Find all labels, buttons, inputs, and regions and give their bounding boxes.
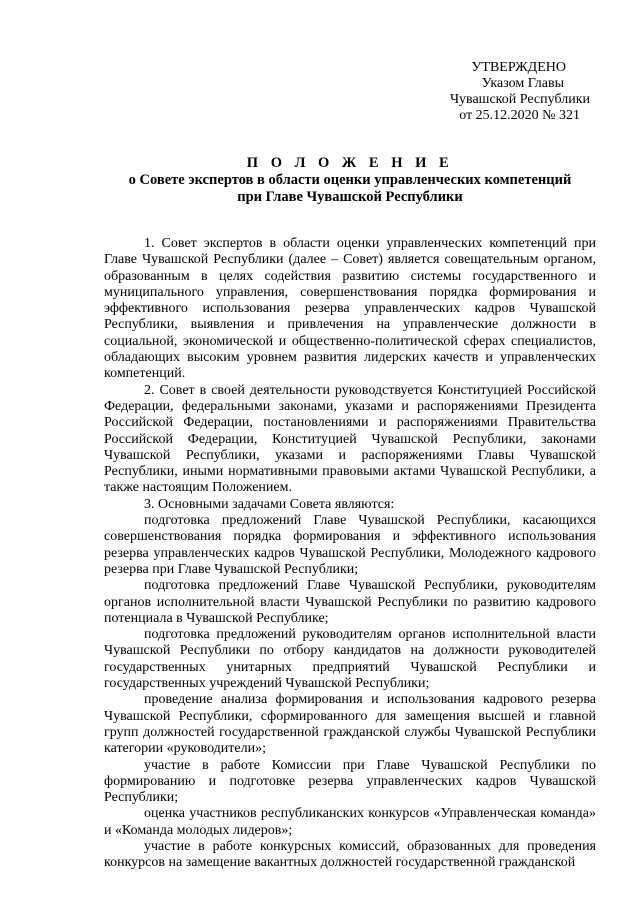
task-item-3: подготовка предложений руководителям органов исполнительной власти Чувашской Республики по отбору кандидатов на должности руководителей государственных унитарных предприятий Чувашской Республики и государственных учреждений Чувашской Республики; — [104, 627, 596, 692]
document-title — [100, 155, 600, 206]
paragraph-2: 2. Совет в своей деятельности руководствуется Конституцией Российской Федерации, федеральными законами, указами и распоряжениями Президента Российской Федерации, постановлениями и распоряжениями Правительства Российской Федерации, Конституцией Чувашской Республики, законами Чувашской Республики, указами и распоряжениями Главы Чувашской Республики, иными нормативными правовыми актами Чувашской Республики, а также настоящим Положением. — [104, 382, 596, 496]
task-item-6: оценка участников республиканских конкурсов «Управленческая команда» и «Команда молодых лидеров»; — [104, 806, 596, 838]
paragraph-3: 3. Основными задачами Совета являются: — [144, 496, 395, 512]
approval-line-republic: Чувашской Республики — [449, 92, 590, 107]
title-subject-line2: при Главе Чувашской Республики — [237, 189, 463, 205]
task-item-2: подготовка предложений Главе Чувашской Республики, руководителям органов исполнительной власти Чувашской Республики по развитию кадрового потенциала в Чувашской Республике; — [104, 578, 596, 626]
title-subject-line1: о Совете экспертов в области оценки управленческих компетенций — [128, 172, 572, 188]
title-heading: П О Л О Ж Е Н И Е — [246, 155, 454, 171]
approval-line-approved: УТВЕРЖДЕНО — [471, 60, 566, 75]
task-item-4: проведение анализа формирования и использования кадрового резерва Чувашской Республики, сформированного для замещения высшей и главной групп должностей государственной гражданской службы Чувашской Республики категории «руководители»; — [104, 692, 596, 757]
document-body — [104, 236, 596, 872]
approval-line-decree: Указом Главы — [481, 76, 564, 91]
approval-line-date-number: от 25.12.2020 № 321 — [459, 108, 580, 123]
task-item-1: подготовка предложений Главе Чувашской Республики, касающихся совершенствования порядка формирования и эффективного использования резерва управленческих кадров Чувашской Республики, Молодежного кадрового резерва при Главе Чувашской Республики; — [104, 513, 596, 577]
paragraph-1: 1. Совет экспертов в области оценки управленческих компетенций при Главе Чувашской Республики (далее – Совет) является совещательным органом, образованным в целях содействия развитию системы государственного и муниципального управления, совершенствования порядка формирования и эффективного использования резерва управленческих кадров Чувашской Республики, выявления и привлечения на управленческие должности в социальной, экономической и общественно-политической сферах специалистов, обладающих высоким уровнем развития лидерских качеств и управленческих компетенций. — [104, 236, 596, 382]
approval-stamp — [440, 60, 590, 124]
task-item-7: участие в работе конкурсных комиссий, образованных для проведения конкурсов на замещение вакантных должностей государственной гражданской — [104, 838, 596, 871]
task-item-5: участие в работе Комиссии при Главе Чувашской Республики по формированию и подготовке резерва управленческих кадров Чувашской Республики; — [104, 757, 596, 806]
